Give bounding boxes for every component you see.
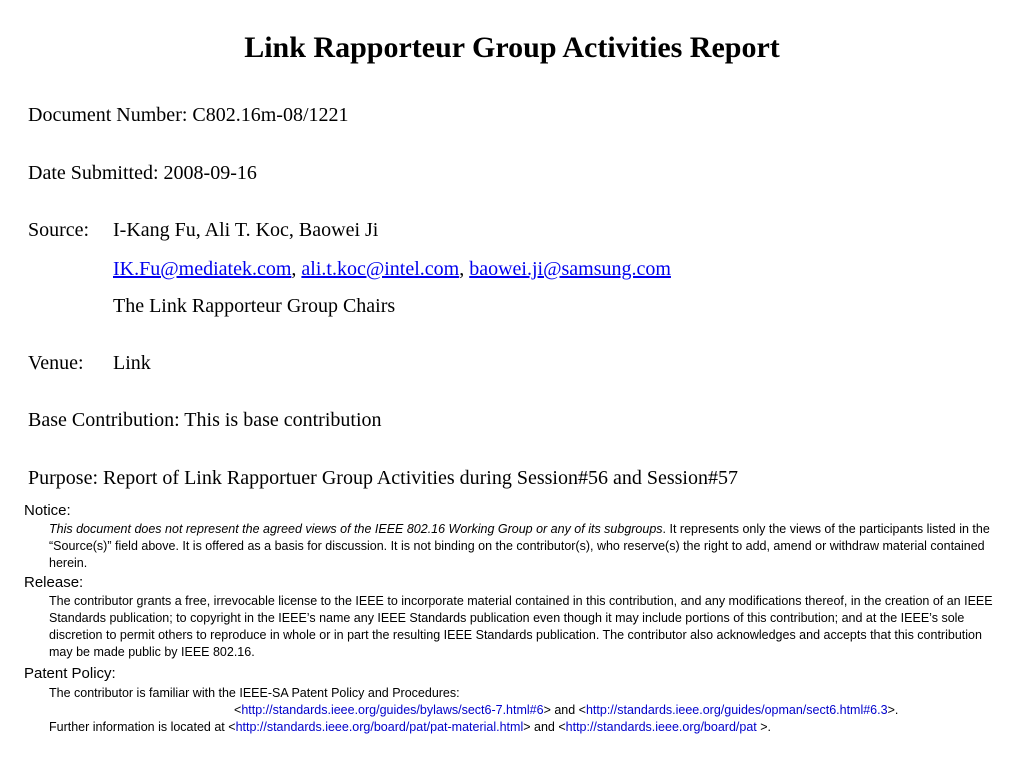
source-emails [113, 257, 671, 281]
further-prefix: Further information is located at < [49, 720, 236, 734]
bylaws-link[interactable]: http://standards.ieee.org/guides/bylaws/sect6-7.html#6 [241, 703, 544, 717]
lt-glyph: < [234, 703, 242, 717]
patent-policy-body [49, 685, 999, 736]
document-number: Document Number: C802.16m-08/1221 [28, 104, 349, 126]
email-link-fu[interactable]: IK.Fu@mediatek.com [113, 258, 292, 280]
venue-label: Venue: [28, 352, 84, 374]
date-submitted: Date Submitted: 2008-09-16 [28, 162, 257, 184]
release-body: The contributor grants a free, irrevocable license to the IEEE to incorporate material contained in this contribution, and any modifications thereof, in the creation of an IEEE Standards publication; to copyright in the IEEE’s name any IEEE Standards publication even though it may include portions of this contribution; and at the IEEE’s sole discretion to permit others to reproduce in whole or in part the resulting IEEE Standards publication. The contributor also acknowledges and accepts that this contribution may be made public by IEEE 802.16. [49, 594, 993, 659]
venue-value: Link [113, 352, 151, 374]
source-label: Source: [28, 219, 90, 241]
email-separator: , [291, 258, 302, 280]
and-text: > and < [543, 703, 586, 717]
board-pat-link[interactable]: http://standards.ieee.org/board/pat [565, 720, 757, 734]
release-heading: Release: [24, 574, 84, 591]
opman-link[interactable]: http://standards.ieee.org/guides/opman/sect6.html#6.3 [585, 703, 888, 717]
notice-italic-text: This document does not represent the agreed views of the IEEE 802.16 Working Group or any of its subgroups [49, 522, 663, 536]
email-link-ji[interactable]: baowei.ji@samsung.com [469, 258, 671, 280]
email-link-koc[interactable]: ali.t.koc@intel.com [301, 258, 460, 280]
purpose: Purpose: Report of Link Rapportuer Group Activities during Session#56 and Session#57 [28, 467, 738, 489]
pat-material-link[interactable]: http://standards.ieee.org/board/pat/pat-material.html [235, 720, 524, 734]
and-text: > and < [523, 720, 566, 734]
email-separator: , [459, 258, 470, 280]
source-affiliation: The Link Rapporteur Group Chairs [113, 295, 396, 317]
source-authors: I-Kang Fu, Ali T. Koc, Baowei Ji [113, 219, 379, 241]
notice-rest-text: . It represents only the views of the participants listed in the “Source(s)” field above. It is offered as a basis for discussion. It is not binding on the contributor(s), who reserve(s) the right to add, amend or withdraw material contained herein. [49, 522, 990, 570]
base-contribution: Base Contribution: This is base contribution [28, 409, 382, 431]
further-info-line [49, 720, 771, 734]
patent-policy-heading: Patent Policy: [24, 665, 116, 682]
patent-policy-links-line [49, 702, 999, 719]
document-title: Link Rapporteur Group Activities Report [244, 31, 780, 64]
notice-heading: Notice: [24, 502, 71, 519]
notice-body [49, 521, 999, 572]
patent-policy-intro: The contributor is familiar with the IEEE-SA Patent Policy and Procedures: [49, 686, 460, 700]
end-text: >. [756, 720, 771, 734]
end-text: >. [887, 703, 899, 717]
